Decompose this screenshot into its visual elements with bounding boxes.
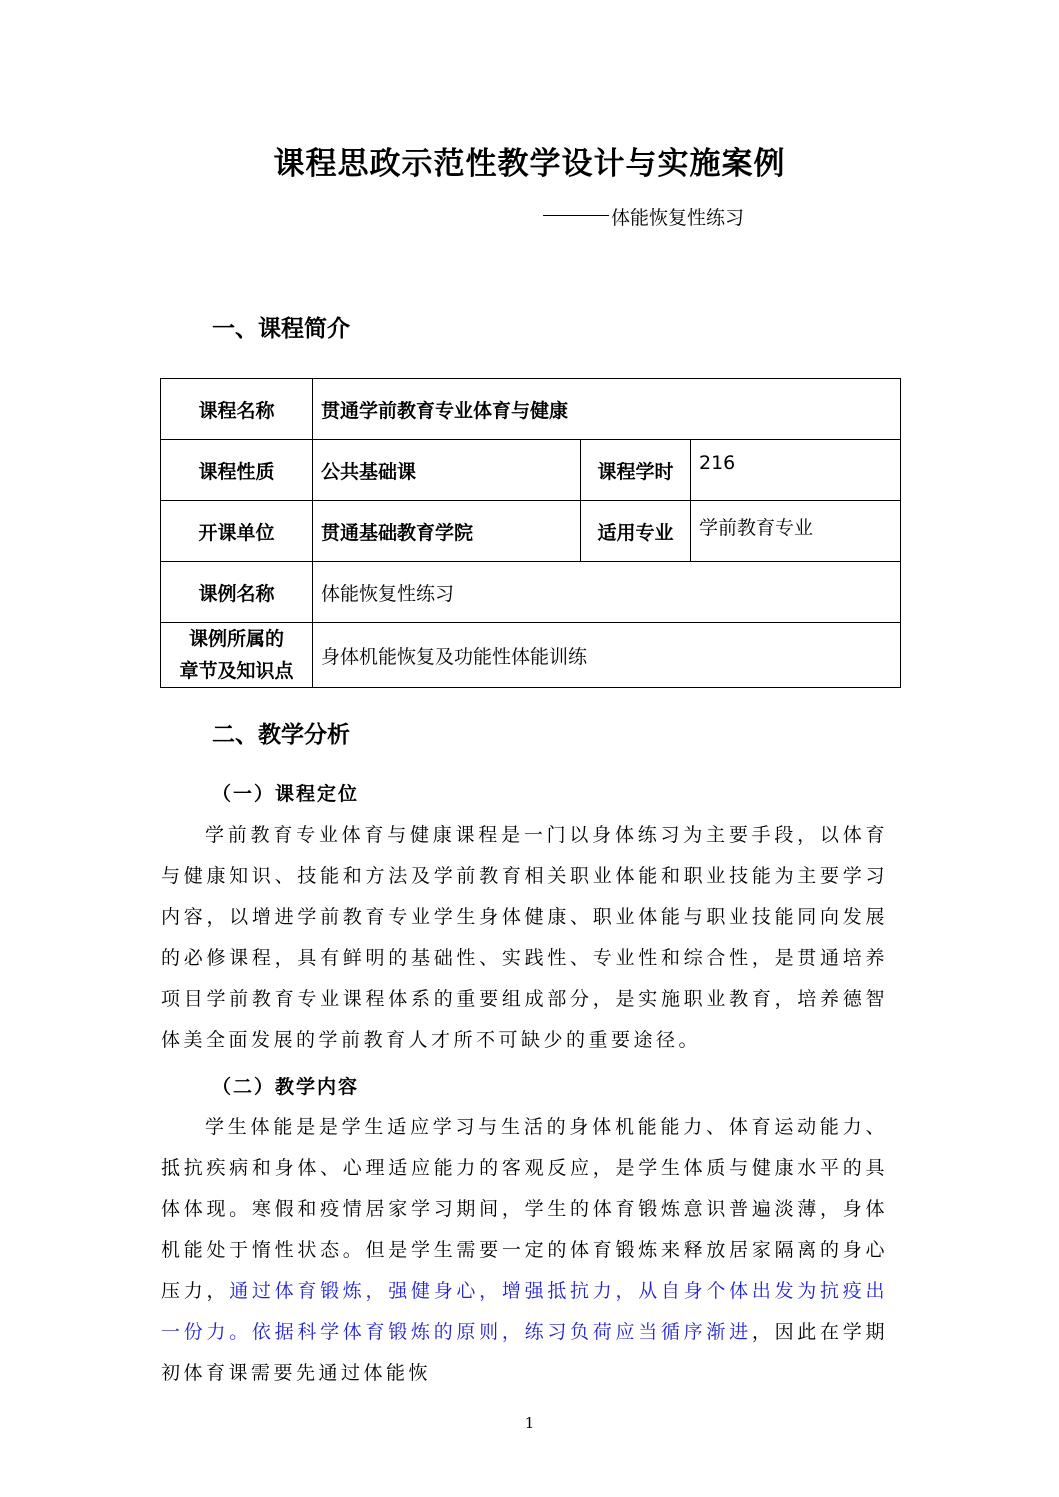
section-heading-teaching-analysis: 二、教学分析 — [212, 722, 350, 748]
table-value-course-nature: 公共基础课 — [313, 440, 581, 501]
subsection-heading-teaching-content: （二）教学内容 — [212, 1076, 360, 1098]
table-row — [161, 562, 901, 623]
table-value-offering-unit: 贯通基础教育学院 — [313, 501, 581, 562]
table-value-course-name: 贯通学前教育专业体育与健康 — [313, 379, 901, 440]
page-number: 1 — [524, 1414, 535, 1432]
document-subtitle — [543, 203, 744, 230]
table-row — [161, 501, 901, 562]
table-label-offering-unit: 开课单位 — [161, 501, 313, 562]
document-title: 课程思政示范性教学设计与实施案例 — [273, 146, 786, 182]
table-label-case-name: 课例名称 — [161, 562, 313, 623]
table-value-course-hours: 216 — [691, 440, 901, 501]
section-heading-course-intro: 一、课程简介 — [212, 316, 350, 342]
table-label-applicable-major: 适用专业 — [581, 501, 691, 562]
paragraph-course-positioning: 学前教育专业体育与健康课程是一门以身体练习为主要手段，以体育与健康知识、技能和方法及学前教育相关职业体能和职业技能为主要学习内容，以增进学前教育专业学生身体健康、职业体能与职业技能同向发展的必修课程，具有鲜明的基础性、实践性、专业性和综合性，是贯通培养项目学前教育专业课程体系的重要组成部分，是实施职业教育，培养德智体美全面发展的学前教育人才所不可缺少的重要途径。 — [161, 824, 888, 1051]
highlighted-text: 通过体育锻炼，强健身心，增强抵抗力，从自身个体出发为抗疫出一份力。依据科学体育锻炼的原则，练习负荷应当循序渐进 — [161, 1280, 888, 1343]
subsection-heading-course-positioning: （一）课程定位 — [212, 783, 360, 805]
table-row — [161, 623, 901, 688]
subtitle-text: 体能恢复性练习 — [611, 207, 745, 229]
label-line: 课例所属的 — [188, 628, 284, 650]
paragraph-teaching-content — [161, 1107, 888, 1394]
label-line: 章节及知识点 — [179, 660, 294, 682]
table-row — [161, 379, 901, 440]
table-label-course-nature: 课程性质 — [161, 440, 313, 501]
subtitle-dash — [543, 215, 609, 216]
paragraph-text: ，因此在学期初体育课需要先通过体能恢 — [161, 1321, 888, 1384]
table-value-chapter-knowledge: 身体机能恢复及功能性体能训练 — [313, 623, 901, 688]
table-row — [161, 440, 901, 501]
table-label-chapter-knowledge — [161, 623, 313, 688]
course-info-table — [160, 378, 901, 688]
paragraph-text: 学生体能是是学生适应学习与生活的身体机能能力、体育运动能力、抵抗疾病和身体、心理适应能力的客观反应，是学生体质与健康水平的具体体现。寒假和疫情居家学习期间，学生的体育锻炼意识普遍淡薄，身体机能处于惰性状态。但是学生需要一定的体育锻炼来释放居家隔离的身心压力， — [161, 1116, 888, 1302]
table-label-course-name: 课程名称 — [161, 379, 313, 440]
table-value-case-name: 体能恢复性练习 — [313, 562, 901, 623]
table-value-applicable-major: 学前教育专业 — [691, 501, 901, 562]
table-label-course-hours: 课程学时 — [581, 440, 691, 501]
